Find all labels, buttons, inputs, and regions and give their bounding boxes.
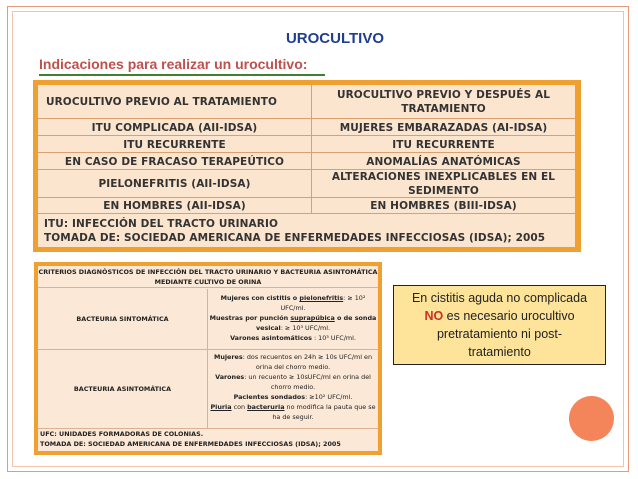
- table-cell-left: ITU RECURRENTE: [38, 136, 312, 153]
- criteria-table-header: CRITERIOS DIAGNÓSTICOS DE INFECCIÓN DEL TRACTO URINARIO Y BACTEURIA ASINTOMÁTICA MEDIANTE CULTIVO DE ORINA: [38, 268, 378, 286]
- note-line: tratamiento: [468, 345, 531, 359]
- table-header-row: [38, 85, 575, 118]
- table-row: [38, 197, 575, 214]
- table-footer: [38, 213, 575, 245]
- table-cell-left: EN HOMBRES (AII-IDSA): [38, 198, 312, 214]
- indications-table: [33, 80, 581, 252]
- criteria-line: Piuria con bacteruria no modifica la pauta que se ha de seguir.: [210, 403, 376, 421]
- table-footer-abbrev: ITU: INFECCIÓN DEL TRACTO URINARIO: [44, 218, 278, 230]
- table-cell-left: ITU COMPLICADA (AII-IDSA): [38, 119, 312, 136]
- criteria-line: Mujeres: dos recuentos en 24h ≥ 10s UFC/ml en orina del chorro medio.: [213, 353, 373, 371]
- cystitis-note: [393, 285, 606, 365]
- slide-subtitle: Indicaciones para realizar un urocultivo:: [39, 56, 308, 72]
- criteria-line: Varones asintomáticos : 10³ UFC/ml.: [230, 334, 356, 342]
- criteria-table-body: [38, 266, 378, 451]
- criteria-footer-abbrev: UFC: UNIDADES FORMADORAS DE COLONIAS.: [40, 430, 204, 438]
- table-row: [38, 135, 575, 153]
- slide-title: UROCULTIVO: [285, 30, 385, 47]
- category-asymptomatic: BACTEURIA ASINTOMÁTICA: [38, 350, 208, 428]
- note-line: En cistitis aguda no complicada: [411, 291, 588, 305]
- table-cell-left: PIELONEFRITIS (AII-IDSA): [38, 170, 312, 198]
- criteria-table-footer: [40, 429, 376, 449]
- criteria-line: Mujeres con cistitis o pielonefritis: ≥ 10² UFC/ml.: [220, 294, 366, 312]
- criteria-line: Pacientes sondados: ≥10² UFC/ml.: [233, 393, 353, 401]
- table-cell-right: ANOMALÍAS ANATÓMICAS: [366, 155, 521, 168]
- table-footer-source: TOMADA DE: SOCIEDAD AMERICANA DE ENFERMEDADES INFECCIOSAS (IDSA); 2005: [44, 232, 546, 244]
- table-cell-right: MUJERES EMBARAZADAS (AI-IDSA): [339, 121, 548, 134]
- criteria-line: Muestras por punción suprapúbica o de sonda vesical: ≥ 10³ UFC/ml.: [209, 314, 377, 332]
- table-cell-right: ITU RECURRENTE: [392, 138, 495, 151]
- criteria-symptomatic: [208, 293, 378, 343]
- note-line: pretratamiento ni post-: [436, 327, 563, 341]
- subtitle-underline: [39, 74, 325, 76]
- table-cell-left: EN CASO DE FRACASO TERAPEÚTICO: [38, 153, 312, 170]
- table-header-right: UROCULTIVO PREVIO Y DESPUÉS AL TRATAMIENTO: [336, 88, 551, 115]
- table-row: [38, 118, 575, 136]
- criteria-line: Varones: un recuento ≥ 10sUFC/ml en orina del chorro medio.: [215, 373, 371, 391]
- category-symptomatic: BACTEURIA SINTOMÁTICA: [38, 289, 208, 349]
- criteria-footer-source: TOMADA DE: SOCIEDAD AMERICANA DE ENFERMEDADES INFECCIOSAS (IDSA); 2005: [40, 440, 341, 448]
- criteria-table: [34, 262, 382, 455]
- note-line: NO es necesario urocultivo: [424, 309, 575, 323]
- table-cell-right: EN HOMBRES (BIII-IDSA): [370, 200, 517, 212]
- table-row: [38, 152, 575, 170]
- note-no-emphasis: NO: [424, 309, 444, 323]
- indications-table-body: [38, 85, 575, 247]
- table-cell-right: ALTERACIONES INEXPLICABLES EN EL SEDIMENTO: [331, 171, 556, 197]
- table-row: [38, 169, 575, 198]
- criteria-asymptomatic: [208, 352, 378, 422]
- table-header-left: UROCULTIVO PREVIO AL TRATAMIENTO: [38, 85, 312, 118]
- decorative-circle: [569, 396, 614, 441]
